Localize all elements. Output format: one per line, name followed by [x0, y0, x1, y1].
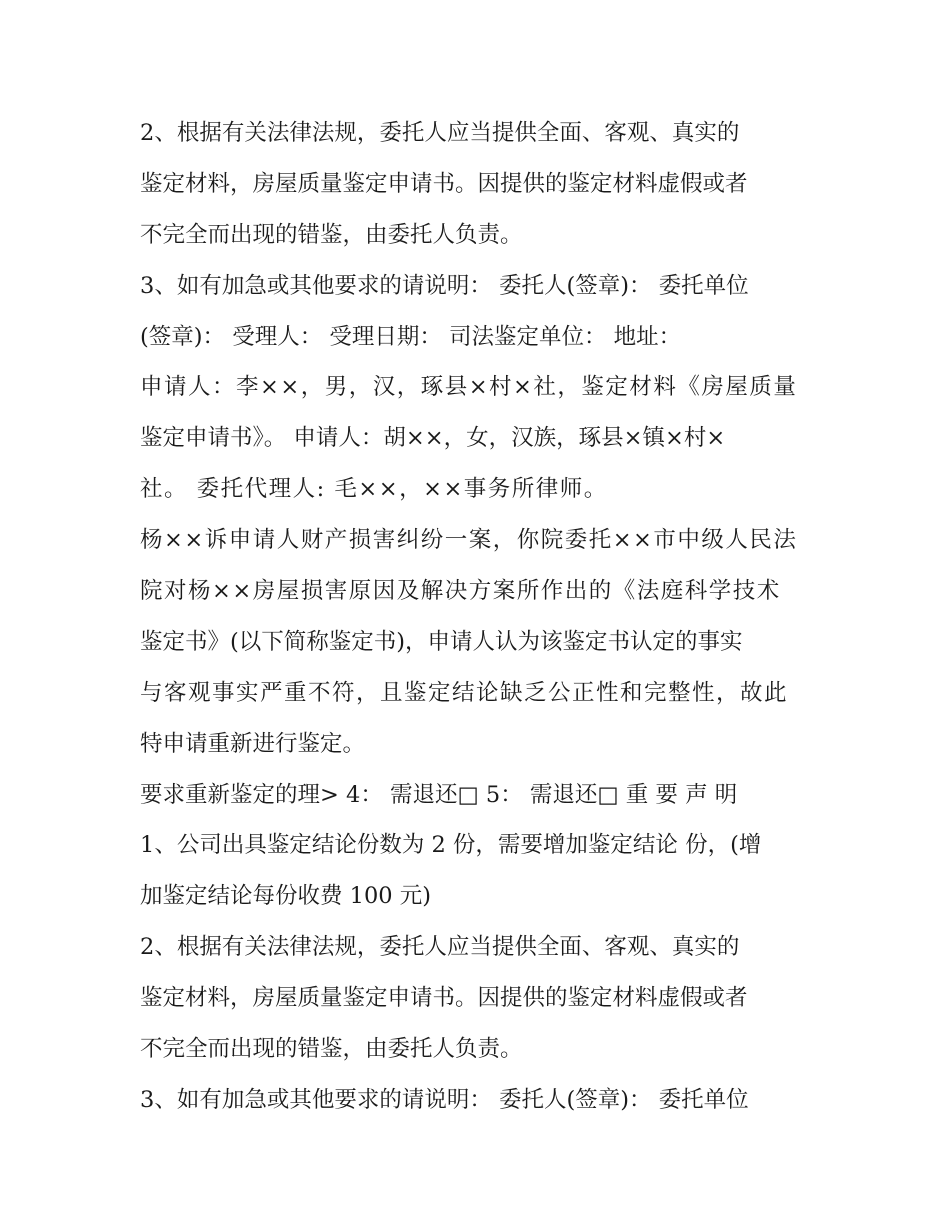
text-line: 不完全而出现的错鉴，由委托人负责。 — [140, 1036, 523, 1063]
text-line: 2、根据有关法律法规，委托人应当提供全面、客观、真实的 — [140, 934, 740, 961]
text-line: 3、如有加急或其他要求的请说明： 委托人(签章)： 委托单位 — [140, 1086, 749, 1113]
text-line: 鉴定书》(以下简称鉴定书)，申请人认为该鉴定书认定的事实 — [140, 628, 743, 655]
text-line: 要求重新鉴定的理> 4： 需退还□ 5： 需退还□ 重 要 声 明 — [140, 781, 738, 808]
text-line: 申请人：李××，男，汉，琢县×村×社，鉴定材料《房屋质量 — [140, 374, 798, 401]
text-line: (签章)： 受理人： 受理日期： 司法鉴定单位： 地址： — [140, 323, 682, 350]
text-line: 鉴定申请书》。 申请人：胡××，女，汉族，琢县×镇×村× — [140, 425, 726, 452]
text-line: 1、公司出具鉴定结论份数为 2 份，需要增加鉴定结论 份，(增 — [140, 832, 762, 859]
text-line: 与客观事实严重不符，且鉴定结论缺乏公正性和完整性，故此 — [140, 679, 789, 706]
text-line: 鉴定材料，房屋质量鉴定申请书。因提供的鉴定材料虚假或者 — [140, 170, 748, 197]
text-line: 鉴定材料，房屋质量鉴定申请书。因提供的鉴定材料虚假或者 — [140, 985, 748, 1012]
text-line: 杨××诉申请人财产损害纠纷一案，你院委托××市中级人民法 — [140, 527, 798, 554]
text-line: 3、如有加急或其他要求的请说明： 委托人(签章)： 委托单位 — [140, 272, 749, 299]
text-line: 2、根据有关法律法规，委托人应当提供全面、客观、真实的 — [140, 120, 740, 146]
text-line: 特申请重新进行鉴定。 — [140, 730, 366, 757]
text-line: 社。 委托代理人: 毛××，××事务所律师。 — [140, 476, 608, 503]
text-line: 院对杨××房屋损害原因及解决方案所作出的《法庭科学技术 — [140, 578, 781, 605]
document-body — [140, 108, 820, 1126]
text-line: 不完全而出现的错鉴，由委托人负责。 — [140, 221, 523, 248]
text-line: 加鉴定结论每份收费 100 元) — [140, 883, 432, 910]
